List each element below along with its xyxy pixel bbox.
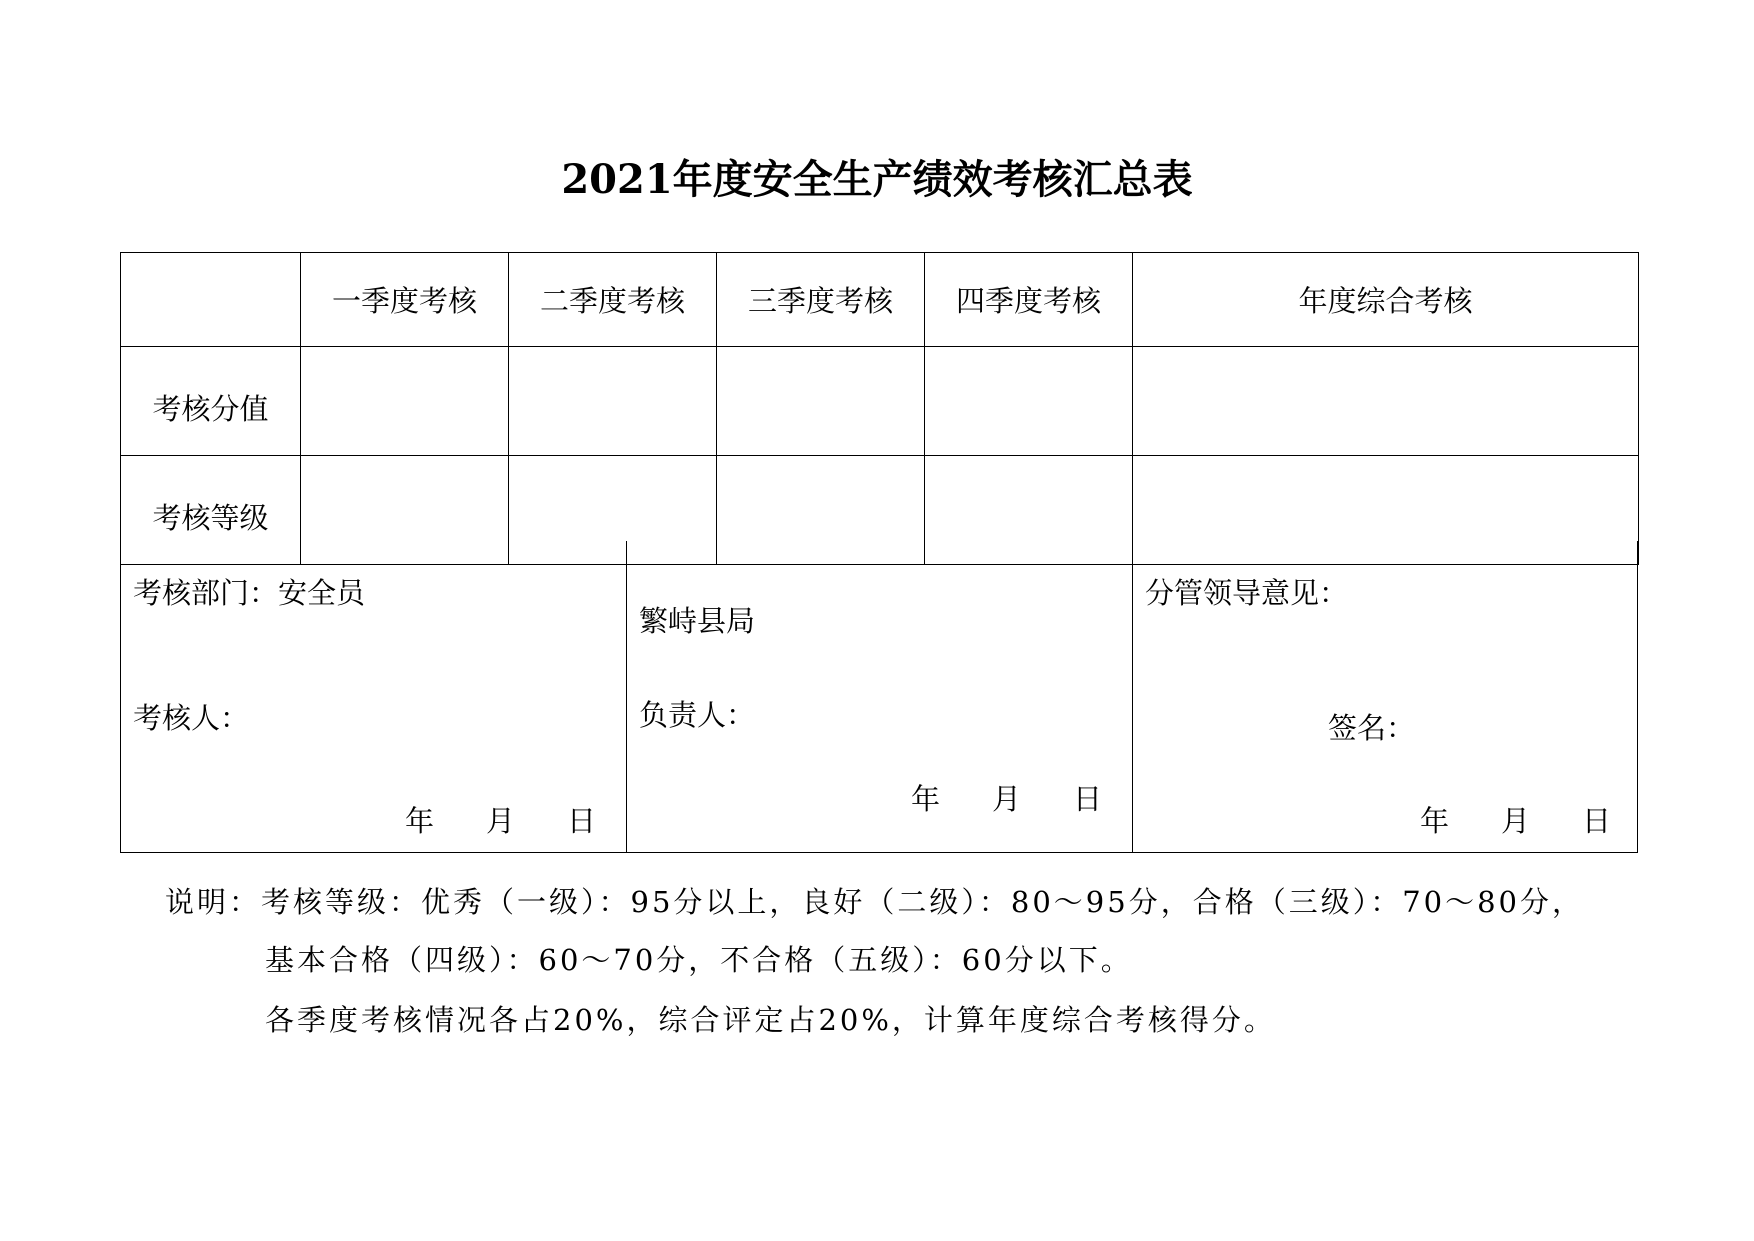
month-label: 月	[485, 804, 515, 838]
score-annual-cell[interactable]	[1133, 347, 1639, 456]
assessor-label: 考核人：	[133, 701, 250, 735]
year-label: 年	[910, 782, 940, 816]
score-q2-cell[interactable]	[509, 347, 717, 456]
table-header-row	[121, 253, 1639, 347]
note-line-3: 各季度考核情况各占20%，综合评定占20%，计算年度综合考核得分。	[265, 1003, 1276, 1037]
score-q4-cell[interactable]	[925, 347, 1133, 456]
responsible-date	[911, 777, 1102, 818]
day-label: 日	[1072, 782, 1102, 816]
dept-label: 考核部门：安全员	[133, 576, 366, 610]
note-line-1: 说明：考核等级：优秀（一级）：95分以上，良好（二级）：80～95分，合格（三级）：70～80分，	[165, 885, 1585, 919]
responsible-block	[627, 541, 1133, 852]
day-label: 日	[566, 804, 596, 838]
responsible-label: 负责人：	[639, 698, 756, 732]
month-label: 月	[1500, 804, 1530, 838]
assessor-date	[405, 799, 596, 840]
header-q3: 三季度考核	[717, 253, 925, 347]
day-label: 日	[1581, 804, 1611, 838]
year-label: 年	[1419, 804, 1449, 838]
org-label: 繁峙县局	[639, 604, 756, 638]
header-q2: 二季度考核	[509, 253, 717, 347]
year-label: 年	[404, 804, 434, 838]
row-label-score: 考核分值	[121, 347, 301, 456]
corner-cell	[121, 253, 301, 347]
header-annual: 年度综合考核	[1133, 253, 1639, 347]
header-q1: 一季度考核	[301, 253, 509, 347]
leader-block	[1133, 541, 1637, 852]
score-q3-cell[interactable]	[717, 347, 925, 456]
summary-table	[120, 252, 1639, 565]
assessor-block	[121, 541, 627, 852]
score-q1-cell[interactable]	[301, 347, 509, 456]
month-label: 月	[991, 782, 1021, 816]
header-q4: 四季度考核	[925, 253, 1133, 347]
table-row	[121, 347, 1639, 456]
row-label-grade: 考核等级	[121, 456, 301, 565]
document-title: 2021年度安全生产绩效考核汇总表	[561, 156, 1193, 203]
leader-date	[1420, 799, 1611, 840]
leader-opinion-label: 分管领导意见：	[1145, 576, 1349, 610]
signature-label: 签名：	[1328, 711, 1416, 745]
signature-section	[120, 541, 1638, 853]
note-line-2: 基本合格（四级）：60～70分，不合格（五级）：60分以下。	[265, 943, 1133, 977]
